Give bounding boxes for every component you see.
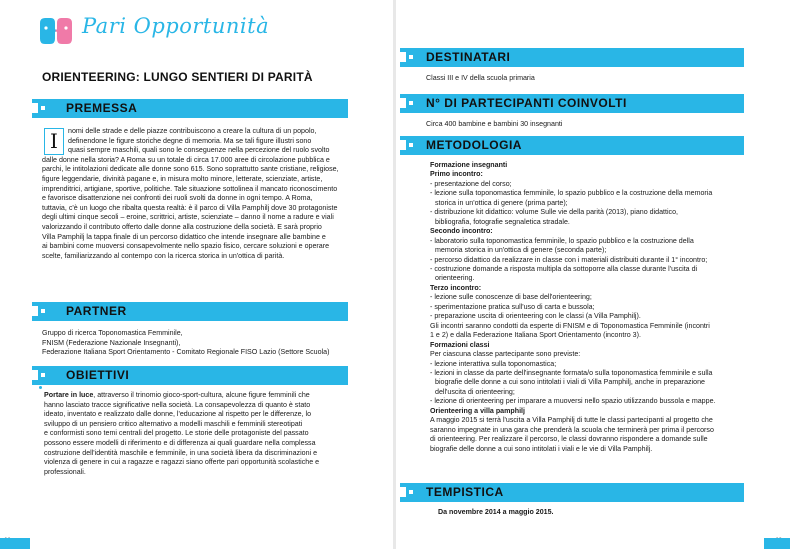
- metodologia-line: biografie delle donne a cui sono intitolati i viali di Villa Pamphilj, anche in preparazione: [435, 378, 705, 387]
- metodologia-line: - lezione di orienteering per imparare a muoversi nello spazio utilizzando bussola e mappe.: [430, 397, 716, 406]
- obiettivi-text: [44, 391, 364, 477]
- obiettivi-lead: Portare in luce: [44, 391, 94, 399]
- premessa-text: [42, 127, 362, 261]
- destinatari-heading: DESTINATARI: [426, 50, 511, 64]
- metodologia-line: Primo incontro:: [430, 170, 483, 179]
- metodologia-line: Formazione insegnanti: [430, 161, 508, 169]
- partner-line: FNISM (Federazione Nazionale Insegnanti),: [42, 338, 181, 347]
- logo-icon: [36, 17, 76, 45]
- obiettivi-line: sviluppo di un pensiero critico alternativo a modelli maschili e femminili stereotipati: [44, 419, 303, 428]
- left-page: [0, 0, 394, 549]
- premessa-line: valorizzando il contributo offerto dalle donne alla costruzione della società. E sarà proprio: [42, 222, 322, 231]
- premessa-line: figure leggendarie, divinità pagane e, in misura molto minore, letterate, scienziate, artiste,: [42, 174, 323, 183]
- metodologia-header: [400, 136, 744, 155]
- tempistica-text: Da novembre 2014 a maggio 2015.: [438, 508, 554, 516]
- premessa-line: tuttavia, c'è un luogo che ribalta questa realtà: è il parco di Villa Pamphilj dove 30 protagoniste: [42, 203, 338, 212]
- metodologia-line: - distribuzione kit didattico: volume Sulle vie della parità (2013), piano didattico,: [430, 208, 679, 217]
- metodologia-line: Gli incontri saranno condotti da esperte di FNISM e di Toponomastica Femminile (incontri: [430, 321, 710, 330]
- metodologia-line: A maggio 2015 si terrà l'uscita a Villa Pamphilj di tutte le classi partecipanti al progetto che: [430, 416, 713, 425]
- brand-title: Pari Opportunità: [82, 14, 270, 38]
- premessa-line: e favorisce disattenzione nei confronti dei ruoli svolti da donne in ogni tempo. A Roma,: [42, 194, 313, 203]
- partecipanti-header: [400, 94, 744, 113]
- dropcap: I: [44, 128, 64, 155]
- premessa-line: parchi, le intitolazioni dedicate alle donne sono 615. Sono soprattutto sante cristiane, religiose,: [42, 165, 339, 174]
- metodologia-line: Per ciascuna classe partecipante sono previste:: [430, 350, 581, 359]
- premessa-line: Villa Pamphilj la tappa finale di un percorso didattico che intende insegnare alle bambine e: [42, 232, 326, 241]
- metodologia-line: - costruzione domande a risposta multipla da sottoporre alla classe durante l'uscita di: [430, 264, 698, 273]
- partner-heading: PARTNER: [66, 304, 127, 318]
- metodologia-line: memoria storica in un'ottica di genere (seconda parte);: [435, 246, 607, 255]
- obiettivi-line: professionali.: [44, 467, 86, 476]
- obiettivi-line: e conformisti sono temi centrali del progetto. Le storie delle protagoniste del passato: [44, 429, 309, 438]
- right-page: [396, 0, 790, 549]
- metodologia-line: Orienteering a villa pamphilj: [430, 406, 526, 415]
- premessa-line: ai bambini come muoversi consapevolmente nello spazio fisico, cercare soluzioni e operare: [42, 242, 330, 251]
- premessa-line: degli ultimi cinque secoli – eroine, scrittrici, artiste, scienziate – danno il nome a radure e viali: [42, 213, 334, 222]
- premessa-line: quasi sempre maschili, quali sono le conseguenze nella percezione del ruolo svolto: [68, 146, 330, 155]
- premessa-line: scelte, familiarizzando al contempo con la ricerca storica in un'ottica di parità.: [42, 251, 285, 260]
- metodologia-line: bibliografia, fotografie segnaletica stradale.: [435, 217, 570, 226]
- metodologia-line: storica in un'ottica di genere (prima parte);: [435, 198, 568, 207]
- document-title: ORIENTEERING: LUNGO SENTIERI DI PARITÀ: [42, 70, 313, 84]
- metodologia-text: [430, 161, 760, 454]
- partecipanti-heading: N° DI PARTECIPANTI COINVOLTI: [426, 96, 627, 110]
- premessa-heading: PREMESSA: [66, 101, 138, 115]
- tempistica-header: [400, 483, 744, 502]
- metodologia-line: Secondo incontro:: [430, 227, 493, 236]
- premessa-header: [32, 99, 348, 118]
- premessa-line: nomi delle strade e delle piazze contribuiscono a creare la cultura di un popolo,: [68, 127, 317, 135]
- metodologia-line: 1 e 2) e dalla Federazione Italiana Sport Orientamento (incontro 3).: [430, 331, 641, 340]
- metodologia-line: - lezioni in classe da parte dell'insegnante formata/o sulla toponomastica femminile e sulla: [430, 368, 713, 377]
- partner-line: Gruppo di ricerca Toponomastica Femminile,: [42, 329, 183, 337]
- obiettivi-line: costruzione dell'identità maschile e femminile, in una società libera da discriminazioni e: [44, 448, 318, 457]
- metodologia-line: - sperimentazione pratica sull'uso di carta e bussola;: [430, 302, 595, 311]
- metodologia-line: - presentazione del corso;: [430, 179, 512, 188]
- bullet-dot: [39, 386, 42, 389]
- metodologia-line: - percorso didattico da realizzare in classe con i materiali distribuiti durante il 1° incontro;: [430, 255, 708, 264]
- obiettivi-line: violenza di genere in cui a ragazze e ragazzi siano offerte pari opportunità scolastiche e: [44, 458, 320, 467]
- metodologia-line: - laboratorio sulla toponomastica femminile, lo spazio pubblico e la costruzione della: [430, 236, 694, 245]
- metodologia-line: di orienteering. Per realizzare il percorso, le classi dovranno rispondere a domande sulle: [430, 435, 708, 444]
- obiettivi-heading: OBIETTIVI: [66, 368, 130, 382]
- metodologia-line: Terzo incontro:: [430, 283, 482, 292]
- premessa-line: definendone le figure storiche degne di memoria. Ma se tali figure illustri sono: [68, 136, 312, 145]
- partner-text: [42, 329, 362, 358]
- metodologia-line: - lezione sulle conoscenze di base dell'orienteering;: [430, 293, 592, 302]
- metodologia-line: - lezione interattiva sulla toponomastica;: [430, 359, 557, 368]
- obiettivi-line: hanno lasciato tracce significative nella società. La consapevolezza di quanto è stato: [44, 400, 311, 409]
- obiettivi-first-line: , attraverso il trinomio gioco-sport-cultura, alcune figure femminili che: [93, 391, 310, 399]
- metodologia-line: biografie delle donne a cui sono intitolati i viali e le vie di Villa Pamphilj.: [430, 444, 653, 453]
- metodologia-line: - lezione sulla toponomastica femminile, lo spazio pubblico e la costruzione della memoria: [430, 189, 713, 198]
- metodologia-line: Formazioni classi: [430, 340, 490, 349]
- metodologia-heading: METODOLOGIA: [426, 138, 522, 152]
- partner-header: [32, 302, 348, 321]
- obiettivi-line: ideato, inventato e realizzato dalle donne, l'educazione al rispetto per le differenze, lo: [44, 410, 312, 419]
- partner-line: Federazione Italiana Sport Orientamento - Comitato Regionale FISO Lazio (Settore Scuola): [42, 348, 330, 357]
- metodologia-line: orienteering.: [435, 274, 475, 283]
- destinatari-text: Classi III e IV della scuola primaria: [426, 74, 535, 82]
- metodologia-line: dell'uscita di orienteering;: [435, 387, 515, 396]
- premessa-line: dalle donne nella storia? A Roma su un totale di circa 17.000 aree di circolazione pubblica e: [42, 155, 330, 164]
- partecipanti-text: Circa 400 bambine e bambini 30 insegnanti: [426, 120, 563, 128]
- obiettivi-header: [32, 366, 348, 385]
- obiettivi-line: possono essere modelli di riferimento e di differenza ai quali guardare nella complessa: [44, 438, 316, 447]
- metodologia-line: - preparazione uscita di orienteering con le classi (a Villa Pamphilj).: [430, 312, 641, 321]
- destinatari-header: [400, 48, 744, 67]
- corner-accent-left: [0, 538, 30, 549]
- premessa-line: imprenditrici, artigiane, sportive, politiche. Tale situazione sottolinea il mancato riconoscimento: [42, 184, 338, 193]
- metodologia-line: saranno impegnate in una gara che prenderà la scuola che terminerà per prima il percorso: [430, 425, 714, 434]
- tempistica-heading: TEMPISTICA: [426, 485, 504, 499]
- corner-accent-right: [764, 538, 790, 549]
